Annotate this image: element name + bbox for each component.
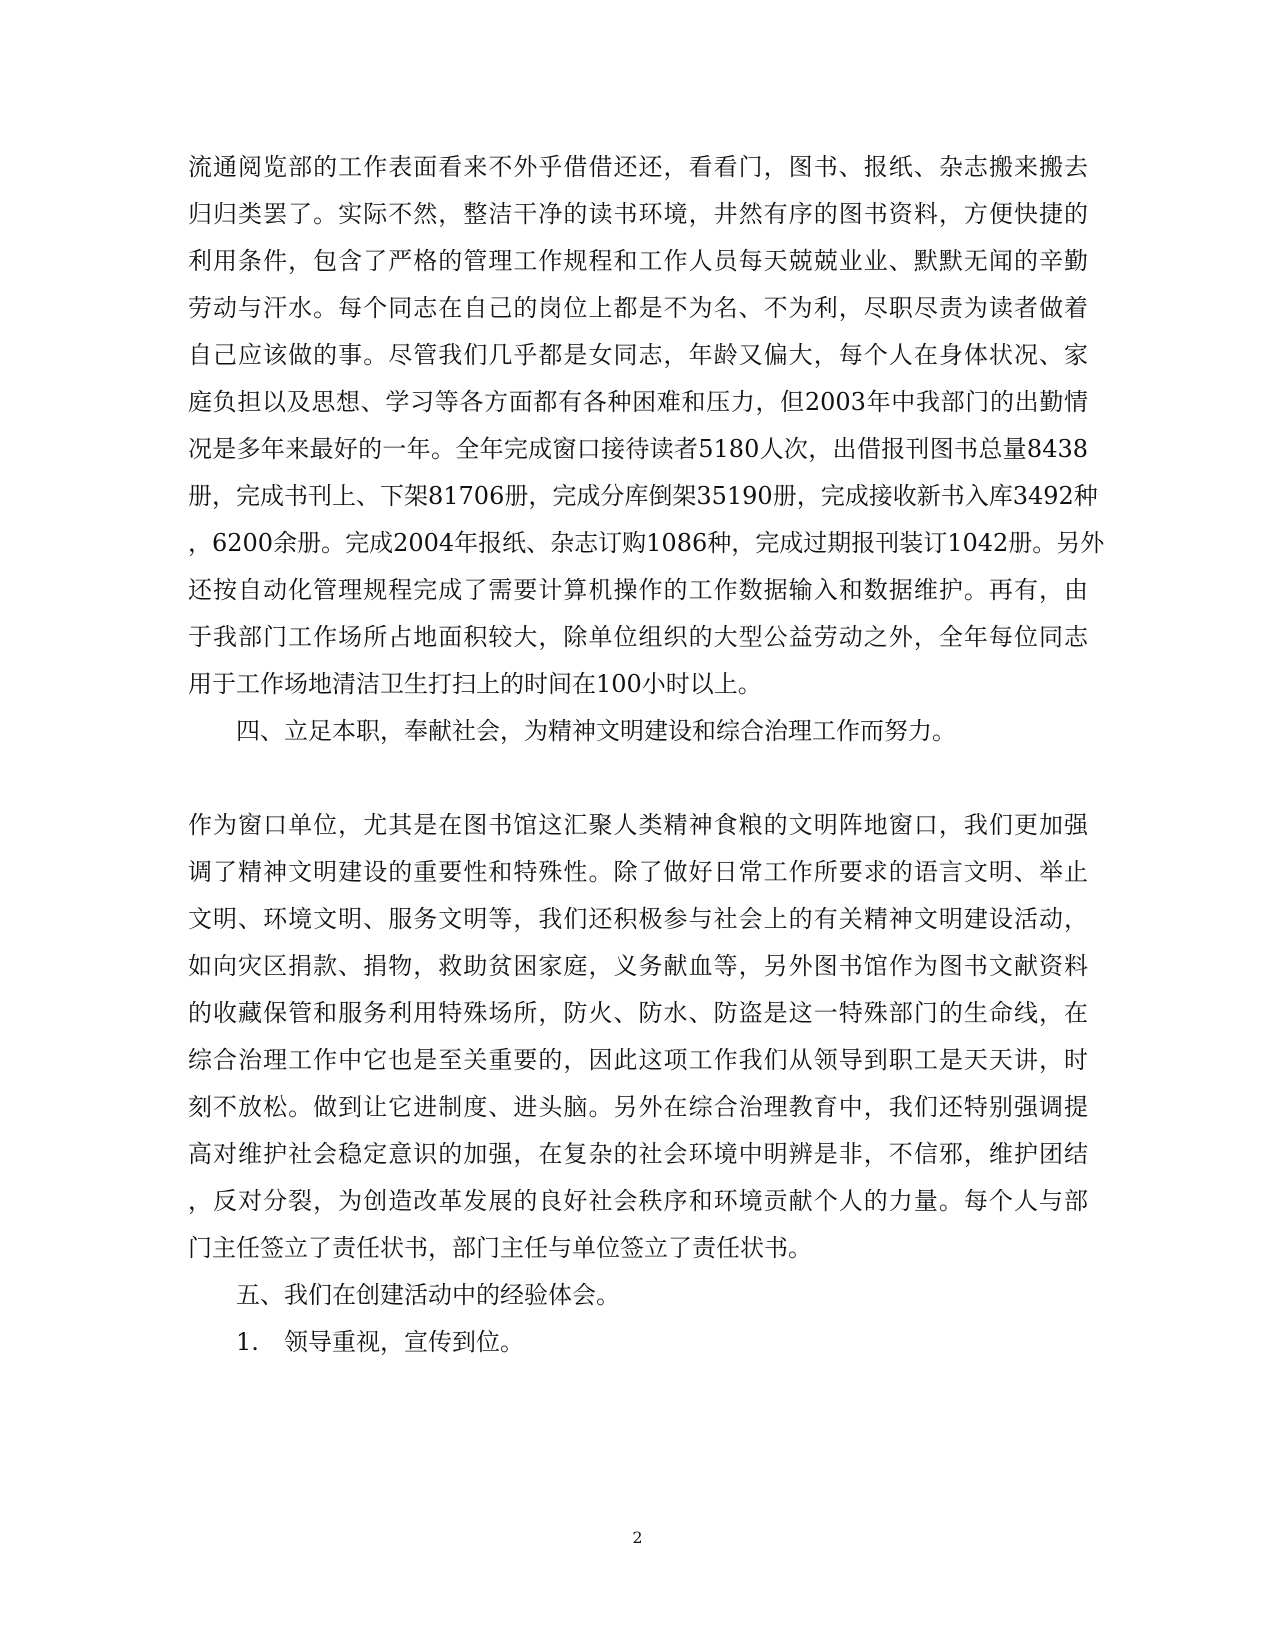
section-heading-4: 四、立足本职，奉献社会，为精神文明建设和综合治理工作而努力。 <box>236 717 956 745</box>
text-line: 综合治理工作中它也是至关重要的，因此这项工作我们从领导到职工是天天讲，时 <box>188 1046 1088 1074</box>
text-line: 流通阅览部的工作表面看来不外乎借借还还，看看门，图书、报纸、杂志搬来搬去 <box>188 153 1088 181</box>
text-line: 庭负担以及思想、学习等各方面都有各种困难和压力，但2003年中我部门的出勤情 <box>188 388 1088 416</box>
text-line: 刻不放松。做到让它进制度、进头脑。另外在综合治理教育中，我们还特别强调提 <box>188 1093 1088 1121</box>
text-line: 文明、环境文明、服务文明等，我们还积极参与社会上的有关精神文明建设活动， <box>188 905 1088 933</box>
item-text: 领导重视，宣传到位。 <box>284 1328 524 1356</box>
text-line: 用于工作场地清洁卫生打扫上的时间在100小时以上。 <box>188 670 762 698</box>
text-line: ，6200余册。完成2004年报纸、杂志订购1086种，完成过期报刊装订1042册。另外 <box>188 529 1105 557</box>
numbered-item-1 <box>236 1327 524 1357</box>
text-line: 利用条件，包含了严格的管理工作规程和工作人员每天兢兢业业、默默无闻的辛勤 <box>188 247 1088 275</box>
text-line: 还按自动化管理规程完成了需要计算机操作的工作数据输入和数据维护。再有，由 <box>188 576 1088 604</box>
text-line: 高对维护社会稳定意识的加强，在复杂的社会环境中明辨是非，不信邪，维护团结 <box>188 1140 1088 1168</box>
text-line: ，反对分裂，为创造改革发展的良好社会秩序和环境贡献个人的力量。每个人与部 <box>188 1187 1088 1215</box>
text-line: 门主任签立了责任状书，部门主任与单位签立了责任状书。 <box>188 1234 812 1262</box>
item-number: 1. <box>236 1328 259 1356</box>
text-line: 册，完成书刊上、下架81706册，完成分库倒架35190册，完成接收新书入库3492种 <box>188 482 1098 510</box>
text-line: 况是多年来最好的一年。全年完成窗口接待读者5180人次，出借报刊图书总量8438 <box>188 435 1088 463</box>
text-line: 于我部门工作场所占地面积较大，除单位组织的大型公益劳动之外，全年每位同志 <box>188 623 1088 651</box>
text-line: 的收藏保管和服务利用特殊场所，防火、防水、防盗是这一特殊部门的生命线，在 <box>188 999 1088 1027</box>
text-line: 自己应该做的事。尽管我们几乎都是女同志，年龄又偏大，每个人在身体状况、家 <box>188 341 1088 369</box>
text-line: 作为窗口单位，尤其是在图书馆这汇聚人类精神食粮的文明阵地窗口，我们更加强 <box>188 811 1088 839</box>
text-line: 劳动与汗水。每个同志在自己的岗位上都是不为名、不为利，尽职尽责为读者做着 <box>188 294 1088 322</box>
page-number: 2 <box>632 1528 643 1547</box>
text-line: 如向灾区捐款、捐物，救助贫困家庭，义务献血等，另外图书馆作为图书文献资料 <box>188 952 1088 980</box>
text-line: 调了精神文明建设的重要性和特殊性。除了做好日常工作所要求的语言文明、举止 <box>188 858 1088 886</box>
section-heading-5: 五、我们在创建活动中的经验体会。 <box>236 1281 620 1309</box>
text-line: 归归类罢了。实际不然，整洁干净的读书环境，井然有序的图书资料，方便快捷的 <box>188 200 1088 228</box>
